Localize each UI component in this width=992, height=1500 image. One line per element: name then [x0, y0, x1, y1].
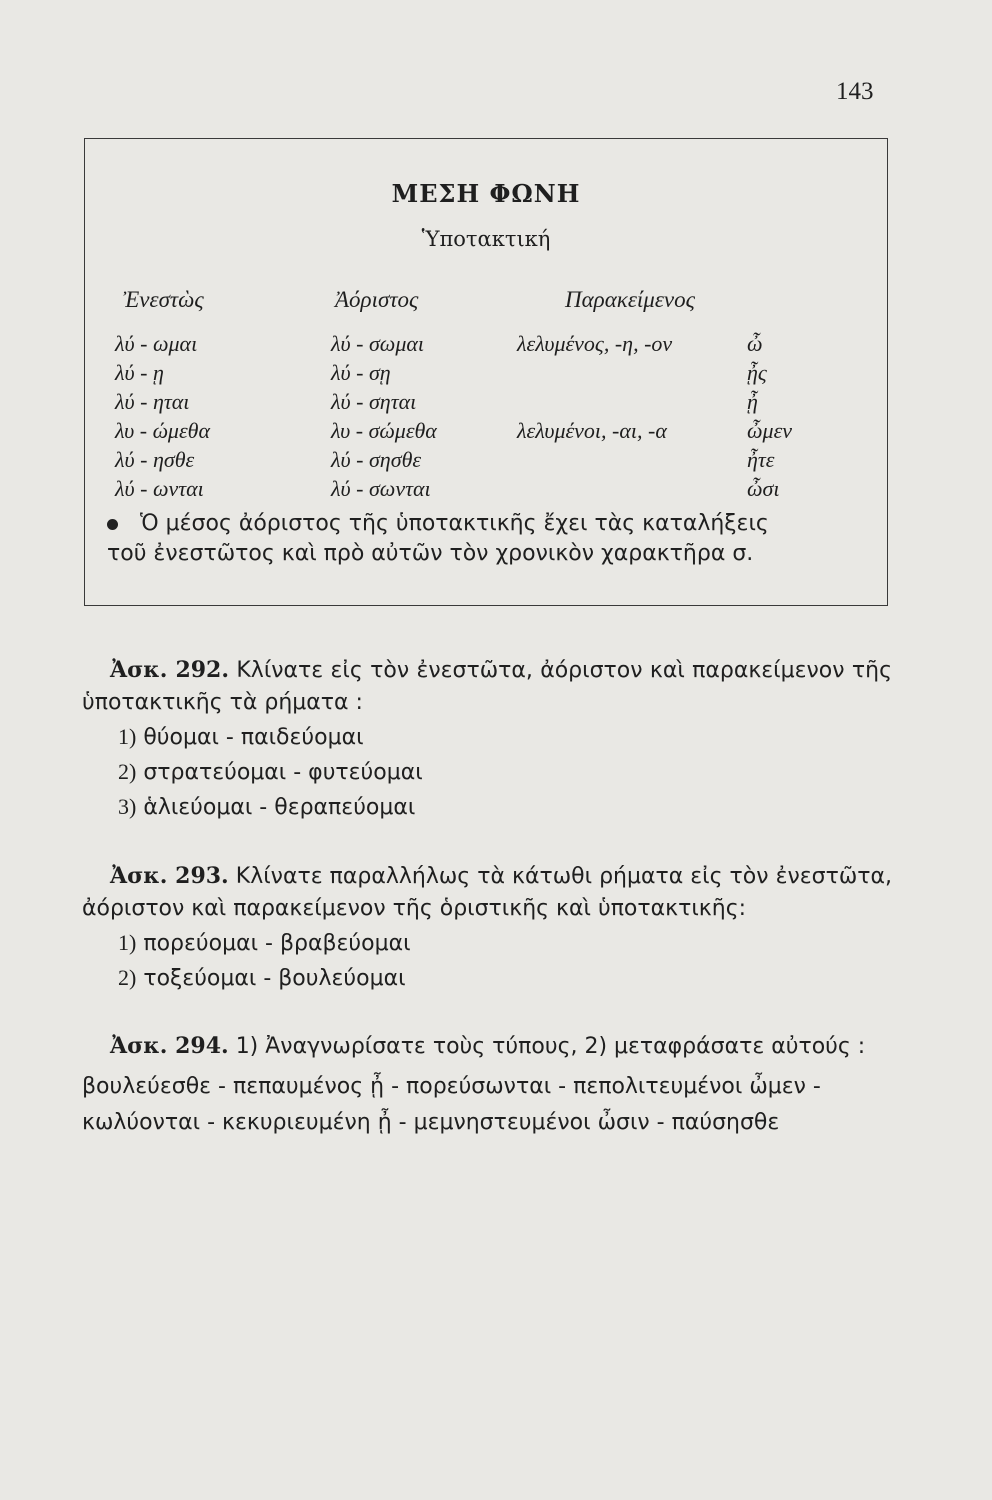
bullet-icon	[107, 519, 118, 530]
exercise-294-instruction: Ἀσκ. 294. 1) Ἀναγνωρίσατε τοὺς τύπους, 2) μεταφράσατε αὐτούς :	[110, 1033, 866, 1059]
aux-form: ὦμεν	[747, 418, 793, 443]
aorist-form: λύ - σωμαι	[331, 331, 425, 356]
rule-note	[107, 509, 877, 569]
aorist-header: Ἀόριστος	[335, 287, 419, 312]
box-subtitle: Ὑποτακτική	[421, 227, 551, 251]
aux-form: ᾖ	[747, 389, 758, 414]
aorist-form: λύ - σηται	[331, 389, 417, 414]
aux-form: ὦ	[747, 331, 763, 356]
page-number: 143	[836, 78, 874, 105]
exercise-293-instruction: Ἀσκ. 293. Κλίνατε παραλλήλως τὰ κάτωθι ρήματα εἰς τὸν ἐνεστῶτα, ἀόριστον καὶ παρακείμενον τῆς ὁριστικῆς καὶ ὑποτακτικῆς:	[82, 863, 893, 921]
perfect-aux-forms	[747, 329, 792, 503]
present-form: λυ - ώμεθα	[115, 418, 210, 443]
present-form: λύ - ῃ	[115, 360, 164, 385]
present-form: λύ - ηται	[115, 389, 190, 414]
perfect-header: Παρακείμενος	[565, 287, 695, 312]
exercise-292-instruction: Ἀσκ. 292. Κλίνατε εἰς τὸν ἐνεστῶτα, ἀόριστον καὶ παρακείμενον τῆς ὑποτακτικῆς τὰ ρήματα :	[82, 657, 892, 715]
box-title: ΜΕΣΗ ΦΩΝΗ	[391, 179, 581, 208]
exercise-item: 1) πορεύομαι - βραβεύομαι	[118, 930, 411, 956]
exercise-label: Ἀσκ. 292.	[110, 657, 230, 683]
exercise-item: 2) τοξεύομαι - βουλεύομαι	[118, 965, 406, 991]
exercise-293	[82, 860, 892, 995]
aux-form: ἦτε	[747, 447, 775, 472]
present-form: λύ - ωμαι	[115, 331, 198, 356]
present-form: λύ - ησθε	[115, 447, 195, 472]
perfect-form	[517, 387, 672, 416]
perfect-form	[517, 445, 672, 474]
exercise-item: 1) θύομαι - παιδεύομαι	[118, 724, 364, 750]
exercise-label: Ἀσκ. 293.	[110, 863, 229, 889]
present-header: Ἐνεστὼς	[123, 287, 204, 312]
aorist-form: λύ - σωνται	[331, 476, 431, 501]
exercise-294-words-line-2: κωλύονται - κεκυριευμένη ᾖ - μεμνηστευμένοι ὦσιν - παύσησθε	[82, 1110, 780, 1135]
exercise-294-words-line-1: βουλεύεσθε - πεπαυμένος ᾖ - πορεύσωνται - πεπολιτευμένοι ὦμεν -	[82, 1074, 821, 1099]
perfect-form: λελυμένοι, -αι, -α	[517, 418, 667, 443]
rule-note-line-2: τοῦ ἐνεστῶτος καὶ πρὸ αὐτῶν τὸν χρονικὸν χαρακτῆρα σ.	[107, 541, 754, 566]
exercise-292	[82, 654, 892, 824]
exercise-label: Ἀσκ. 294.	[110, 1033, 229, 1059]
aorist-form: λύ - σησθε	[331, 447, 422, 472]
present-form: λύ - ωνται	[115, 476, 204, 501]
aux-form: ᾖς	[747, 360, 767, 385]
grammar-box	[84, 138, 888, 606]
aorist-form: λύ - σῃ	[331, 360, 391, 385]
rule-note-line-1: Ὁ μέσος ἀόριστος τῆς ὑποτακτικῆς ἔχει τὰς καταλήξεις	[107, 509, 877, 539]
aorist-form: λυ - σώμεθα	[331, 418, 437, 443]
perfect-form	[517, 474, 672, 503]
present-forms	[115, 329, 210, 503]
perfect-form: λελυμένος, -η, -ον	[517, 331, 673, 356]
perfect-forms	[517, 329, 672, 503]
aorist-forms	[331, 329, 437, 503]
aux-form: ὦσι	[747, 476, 780, 501]
exercise-item: 2) στρατεύομαι - φυτεύομαι	[118, 759, 423, 785]
exercise-294	[82, 1030, 892, 1141]
exercise-item: 3) ἁλιεύομαι - θεραπεύομαι	[118, 794, 416, 820]
perfect-form	[517, 358, 672, 387]
